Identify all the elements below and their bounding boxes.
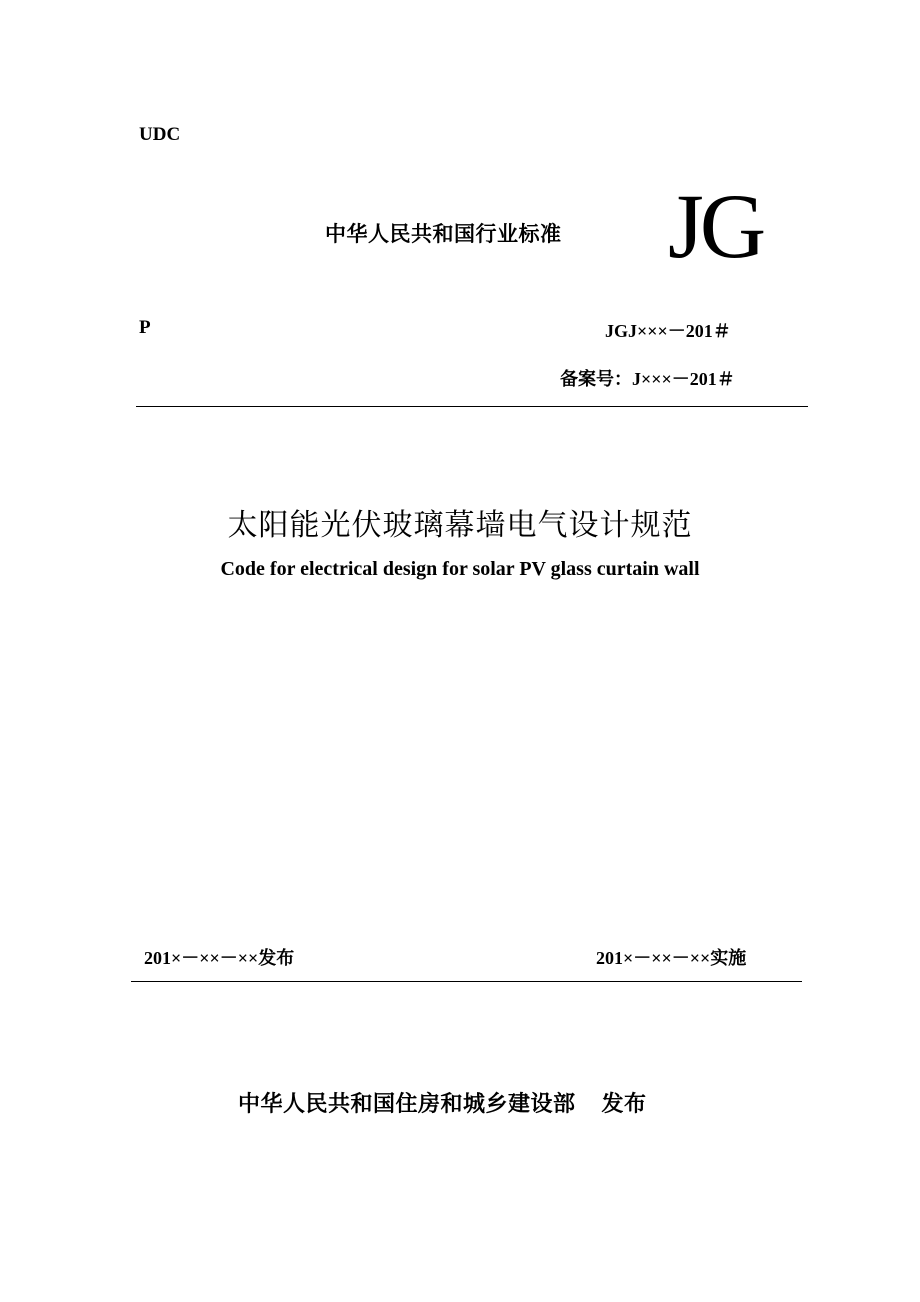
- udc-label: UDC: [139, 124, 181, 145]
- document-title-english: Code for electrical design for solar PV glass curtain wall: [220, 558, 700, 580]
- issue-date: 201×－××－××发布: [144, 948, 295, 968]
- effective-date: 201×－××－××实施: [596, 948, 747, 968]
- standard-number: JGJ×××－201＃: [605, 321, 731, 341]
- top-divider: [136, 406, 808, 407]
- publisher-action: 发布: [601, 1092, 647, 1117]
- publisher-line: [238, 1087, 647, 1118]
- classification-code: P: [139, 317, 151, 338]
- document-title-chinese: 太阳能光伏玻璃幕墙电气设计规范: [227, 509, 693, 542]
- standard-mark: JG: [668, 175, 763, 277]
- record-number: 备案号：J×××－201＃: [560, 369, 735, 389]
- bottom-divider: [131, 981, 802, 982]
- industry-standard-heading: 中华人民共和国行业标准: [325, 222, 562, 246]
- publisher-name: 中华人民共和国住房和城乡建设部: [238, 1092, 576, 1117]
